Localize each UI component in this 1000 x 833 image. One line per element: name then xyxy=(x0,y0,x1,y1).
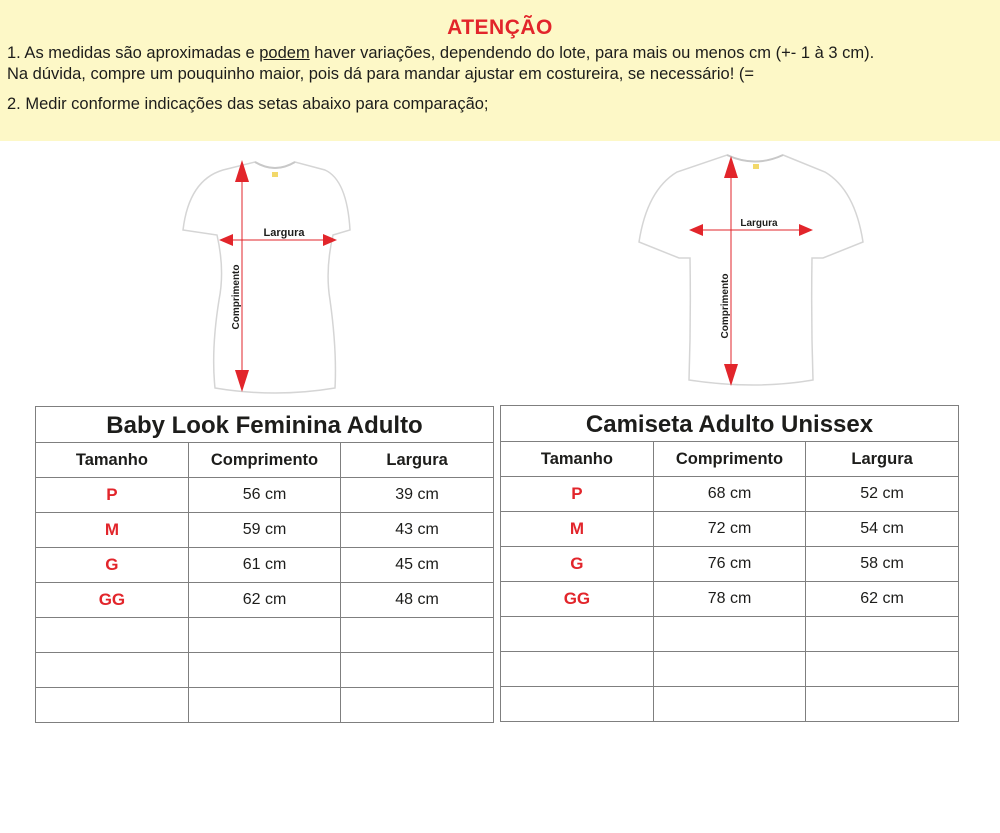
table-row xyxy=(36,548,493,583)
empty-cell xyxy=(36,653,188,688)
size-cell: GG xyxy=(36,583,188,618)
unisex-shirt-illustration xyxy=(635,150,865,390)
length-cell: 68 cm xyxy=(653,477,805,512)
size-cell: GG xyxy=(501,582,653,617)
female-width-label: Largura xyxy=(263,227,305,239)
empty-cell xyxy=(653,687,805,722)
header-width: Largura xyxy=(806,442,958,477)
empty-cell xyxy=(341,653,493,688)
notice-line-1-b: haver variações, dependendo do lote, para mais ou menos cm (+- 1 à 3 cm). xyxy=(309,44,875,62)
length-cell: 59 cm xyxy=(188,513,340,548)
unisex-size-table xyxy=(500,405,959,722)
width-cell: 43 cm xyxy=(341,513,493,548)
empty-cell xyxy=(653,617,805,652)
table-row xyxy=(36,513,493,548)
empty-cell xyxy=(653,652,805,687)
table-row xyxy=(501,547,958,582)
female-size-grid xyxy=(36,443,493,722)
empty-cell xyxy=(501,652,653,687)
table-row xyxy=(501,512,958,547)
size-cell: P xyxy=(501,477,653,512)
width-cell: 62 cm xyxy=(806,582,958,617)
table-header-row xyxy=(36,443,493,478)
size-cell: G xyxy=(36,548,188,583)
unisex-size-grid xyxy=(501,442,958,721)
width-cell: 58 cm xyxy=(806,547,958,582)
header-size: Tamanho xyxy=(36,443,188,478)
shirt-label-tag xyxy=(272,172,278,177)
notice-line-1-a: 1. As medidas são aproximadas e xyxy=(7,44,260,62)
empty-cell xyxy=(341,618,493,653)
width-cell: 39 cm xyxy=(341,478,493,513)
empty-cell xyxy=(188,618,340,653)
table-row-empty xyxy=(501,687,958,722)
unisex-table-title: Camiseta Adulto Unissex xyxy=(501,406,958,442)
unisex-width-label: Largura xyxy=(740,218,778,229)
notice-title: ATENÇÃO xyxy=(447,16,553,39)
empty-cell xyxy=(806,652,958,687)
empty-cell xyxy=(188,653,340,688)
table-row-empty xyxy=(36,653,493,688)
header-length: Comprimento xyxy=(188,443,340,478)
shirt-label-tag xyxy=(753,164,759,169)
header-size: Tamanho xyxy=(501,442,653,477)
notice-line-1-underlined: podem xyxy=(259,44,310,62)
width-cell: 54 cm xyxy=(806,512,958,547)
length-cell: 61 cm xyxy=(188,548,340,583)
length-cell: 72 cm xyxy=(653,512,805,547)
size-cell: M xyxy=(501,512,653,547)
width-cell: 48 cm xyxy=(341,583,493,618)
female-length-label: Comprimento xyxy=(231,264,242,330)
table-header-row xyxy=(501,442,958,477)
empty-cell xyxy=(36,688,188,723)
length-cell: 76 cm xyxy=(653,547,805,582)
notice-line-2: Na dúvida, compre um pouquinho maior, pois dá para mandar ajustar em costureira, se necessário! (= xyxy=(7,65,755,83)
length-cell: 78 cm xyxy=(653,582,805,617)
table-row-empty xyxy=(36,688,493,723)
header-width: Largura xyxy=(341,443,493,478)
size-cell: P xyxy=(36,478,188,513)
notice-line-1 xyxy=(7,44,874,63)
empty-cell xyxy=(36,618,188,653)
unisex-length-label: Comprimento xyxy=(720,273,731,339)
table-row xyxy=(36,583,493,618)
empty-cell xyxy=(806,617,958,652)
empty-cell xyxy=(188,688,340,723)
size-cell: G xyxy=(501,547,653,582)
table-row xyxy=(36,478,493,513)
table-row-empty xyxy=(501,652,958,687)
length-cell: 56 cm xyxy=(188,478,340,513)
width-cell: 52 cm xyxy=(806,477,958,512)
table-row-empty xyxy=(501,617,958,652)
empty-cell xyxy=(806,687,958,722)
female-table-title: Baby Look Feminina Adulto xyxy=(36,407,493,443)
female-size-table xyxy=(35,406,494,723)
table-row-empty xyxy=(36,618,493,653)
female-shirt-illustration xyxy=(175,150,375,395)
empty-cell xyxy=(501,687,653,722)
empty-cell xyxy=(501,617,653,652)
size-cell: M xyxy=(36,513,188,548)
length-cell: 62 cm xyxy=(188,583,340,618)
notice-line-3: 2. Medir conforme indicações das setas abaixo para comparação; xyxy=(7,95,489,113)
table-row xyxy=(501,477,958,512)
notice-banner xyxy=(0,0,1000,141)
width-cell: 45 cm xyxy=(341,548,493,583)
header-length: Comprimento xyxy=(653,442,805,477)
empty-cell xyxy=(341,688,493,723)
table-row xyxy=(501,582,958,617)
